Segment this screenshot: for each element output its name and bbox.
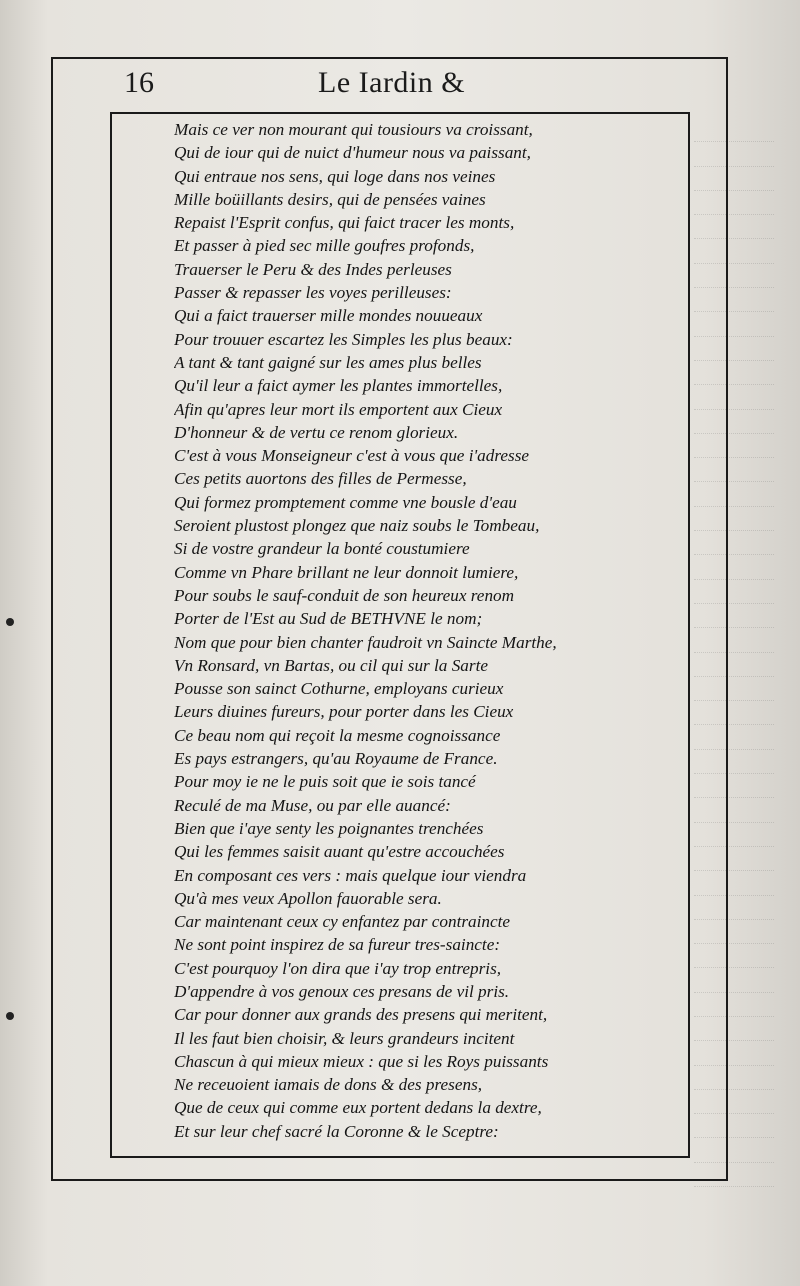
page-number: 16 xyxy=(124,66,154,99)
verse-line: Es pays estrangers, qu'au Royaume de France. xyxy=(174,749,498,769)
verse-line: Repaist l'Esprit confus, qui faict tracer les monts, xyxy=(174,213,515,233)
verse-line: Pousse son sainct Cothurne, employans curieux xyxy=(174,679,504,699)
verse-line: Afin qu'apres leur mort ils emportent aux Cieux xyxy=(174,399,503,419)
verse-line: C'est pourquoy l'on dira que i'ay trop entrepris, xyxy=(174,958,502,978)
verse-line: Ne receuoient iamais de dons & des presens, xyxy=(174,1075,483,1095)
verse-line: Seroient plustost plongez que naiz soubs le Tombeau, xyxy=(174,516,540,536)
running-title: Le Iardin & xyxy=(318,66,466,99)
verse-line: Trauerser le Peru & des Indes perleuses xyxy=(174,259,452,279)
verse-line: Reculé de ma Muse, ou par elle auancé: xyxy=(174,795,451,815)
verse-line: Car pour donner aux grands des presens qui meritent, xyxy=(174,1005,548,1025)
verse-line: Comme vn Phare brillant ne leur donnoit lumiere, xyxy=(174,562,519,582)
verse-line: Ce beau nom qui reçoit la mesme cognoissance xyxy=(174,725,501,745)
verse-line: Pour soubs le sauf-conduit de son heureux renom xyxy=(174,585,515,605)
verse-line: C'est à vous Monseigneur c'est à vous que i'adresse xyxy=(174,446,530,466)
verse-line: Mais ce ver non mourant qui tousiours va croissant, xyxy=(174,120,533,139)
verse-line: Nom que pour bien chanter faudroit vn Saincte Marthe, xyxy=(174,632,557,652)
verse-line: Qu'il leur a faict aymer les plantes immortelles, xyxy=(174,376,503,396)
verse-line: Qu'à mes veux Apollon fauorable sera. xyxy=(174,888,442,908)
verse-line: Si de vostre grandeur la bonté coustumiere xyxy=(174,539,470,559)
verse-line: En composant ces vers : mais quelque iour viendra xyxy=(174,865,527,885)
verse-line: Que de ceux qui comme eux portent dedans la dextre, xyxy=(174,1098,542,1118)
verse-line: D'honneur & de vertu ce renom glorieux. xyxy=(174,422,459,442)
verse-line: Qui formez promptement comme vne bousle d'eau xyxy=(174,492,517,512)
verse-line: D'appendre à vos genoux ces presans de vil pris. xyxy=(174,981,510,1001)
verse-line: Il les faut bien choisir, & leurs grandeurs incitent xyxy=(174,1028,515,1048)
verse-line: Chascun à qui mieux mieux : que si les Roys puissants xyxy=(174,1051,549,1071)
verse-line: Leurs diuines fureurs, pour porter dans les Cieux xyxy=(174,702,514,722)
verse-line: Et sur leur chef sacré la Coronne & le Sceptre: xyxy=(174,1121,499,1141)
verse-line: A tant & tant gaigné sur les ames plus belles xyxy=(174,352,482,372)
verse-line: Porter de l'Est au Sud de BETHVNE le nom; xyxy=(174,609,483,629)
verse-line: Passer & repasser les voyes perilleuses: xyxy=(174,283,452,303)
verse-line: Qui les femmes saisit auant qu'estre accouchées xyxy=(174,842,505,862)
header-rule xyxy=(110,112,688,114)
ink-speck xyxy=(6,618,14,626)
verse-line: Et passer à pied sec mille goufres profonds, xyxy=(174,236,475,256)
verse-line: Pour trouuer escartez les Simples les plus beaux: xyxy=(174,329,513,349)
ink-speck xyxy=(6,1012,14,1020)
verse-line: Pour moy ie ne le puis soit que ie sois tancé xyxy=(174,772,476,792)
verse-text-block xyxy=(174,118,679,1143)
verse-line: Car maintenant ceux cy enfantez par contraincte xyxy=(174,912,511,932)
verse-line: Ne sont point inspirez de sa fureur tres-saincte: xyxy=(174,935,501,955)
verse-line: Qui de iour qui de nuict d'humeur nous va paissant, xyxy=(174,143,531,163)
verse-line: Qui a faict trauerser mille mondes nouueaux xyxy=(174,306,483,326)
verse-line: Ces petits auortons des filles de Permesse, xyxy=(174,469,467,489)
verse-line: Mille boüillants desirs, qui de pensées vaines xyxy=(174,189,486,209)
verse-line: Bien que i'aye senty les poignantes trenchées xyxy=(174,818,484,838)
verse-line: Vn Ronsard, vn Bartas, ou cil qui sur la Sarte xyxy=(174,655,488,675)
verse-line: Qui entraue nos sens, qui loge dans nos veines xyxy=(174,166,496,186)
